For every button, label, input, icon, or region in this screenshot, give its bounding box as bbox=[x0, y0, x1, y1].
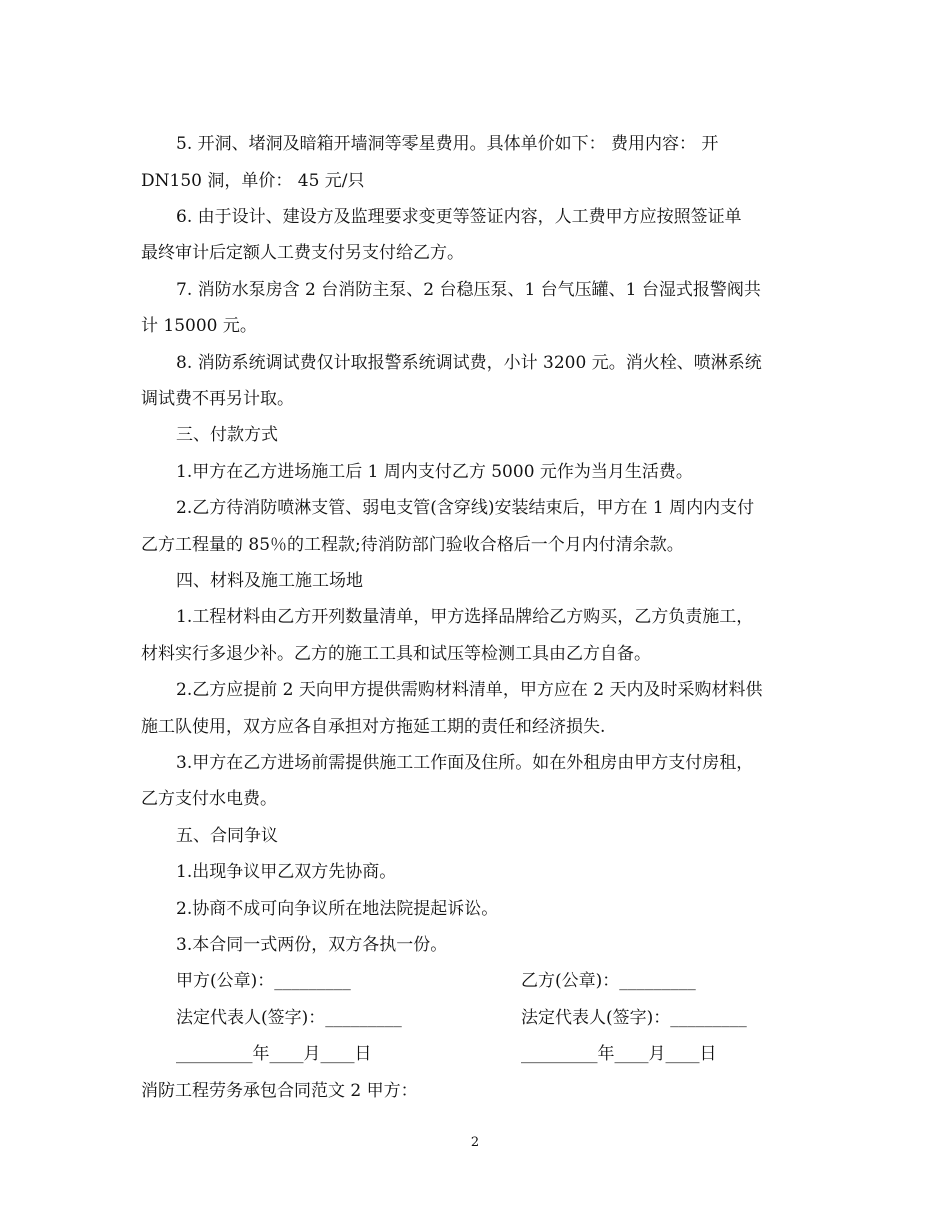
text-line: DN150 洞，单价： 45 元/只 bbox=[141, 171, 365, 191]
text-line: 5. 开洞、堵洞及暗箱开墙洞等零星费用。具体单价如下： 费用内容： 开 bbox=[176, 134, 719, 154]
next-contract-title: 消防工程劳务承包合同范文 2 甲方： bbox=[141, 1081, 418, 1101]
text-line: 7. 消防水泵房含 2 台消防主泵、2 台稳压泵、1 台气压罐、1 台湿式报警阀共 bbox=[176, 280, 761, 300]
party-a-seal: 甲方(公章)：_________ bbox=[176, 971, 351, 991]
section-heading: 三、付款方式 bbox=[176, 425, 278, 445]
party-a-date: _________年____月____日 bbox=[176, 1044, 372, 1064]
text-line: 2.乙方待消防喷淋支管、弱电支管(含穿线)安装结束后，甲方在 1 周内内支付 bbox=[176, 498, 755, 518]
text-line: 材料实行多退少补。乙方的施工工具和试压等检测工具由乙方自备。 bbox=[141, 644, 651, 664]
text-line: 1.甲方在乙方进场施工后 1 周内支付乙方 5000 元作为当月生活费。 bbox=[176, 462, 693, 482]
text-line: 1.工程材料由乙方开列数量清单，甲方选择品牌给乙方购买，乙方负责施工， bbox=[176, 607, 754, 627]
text-line: 6. 由于设计、建设方及监理要求变更等签证内容，人工费甲方应按照签证单 bbox=[176, 207, 742, 227]
party-b-representative: 法定代表人(签字)：_________ bbox=[521, 1008, 747, 1028]
text-line: 乙方工程量的 85％的工程款;待消防部门验收合格后一个月内付清余款。 bbox=[141, 535, 684, 555]
text-line: 最终审计后定额人工费支付另支付给乙方。 bbox=[141, 243, 464, 263]
text-line: 3.本合同一式两份，双方各执一份。 bbox=[176, 935, 448, 955]
text-line: 1.出现争议甲乙双方先协商。 bbox=[176, 862, 397, 882]
page-number: 2 bbox=[470, 1135, 480, 1150]
text-line: 2.乙方应提前 2 天向甲方提供需购材料清单，甲方应在 2 天内及时采购材料供 bbox=[176, 680, 763, 700]
section-heading: 五、合同争议 bbox=[176, 826, 278, 846]
text-line: 8. 消防系统调试费仅计取报警系统调试费，小计 3200 元。消火栓、喷淋系统 bbox=[176, 353, 762, 373]
party-a-representative: 法定代表人(签字)：_________ bbox=[176, 1008, 402, 1028]
text-line: 计 15000 元。 bbox=[141, 316, 257, 336]
text-line: 施工队使用，双方应各自承担对方拖延工期的责任和经济损失. bbox=[141, 717, 606, 737]
text-line: 2.协商不成可向争议所在地法院提起诉讼。 bbox=[176, 899, 499, 919]
text-line: 3.甲方在乙方进场前需提供施工工作面及住所。如在外租房由甲方支付房租， bbox=[176, 753, 754, 773]
party-b-date: _________年____月____日 bbox=[521, 1044, 717, 1064]
section-heading: 四、材料及施工施工场地 bbox=[176, 571, 363, 591]
party-b-seal: 乙方(公章)：_________ bbox=[521, 971, 696, 991]
text-line: 调试费不再另计取。 bbox=[141, 389, 294, 409]
text-line: 乙方支付水电费。 bbox=[141, 789, 277, 809]
